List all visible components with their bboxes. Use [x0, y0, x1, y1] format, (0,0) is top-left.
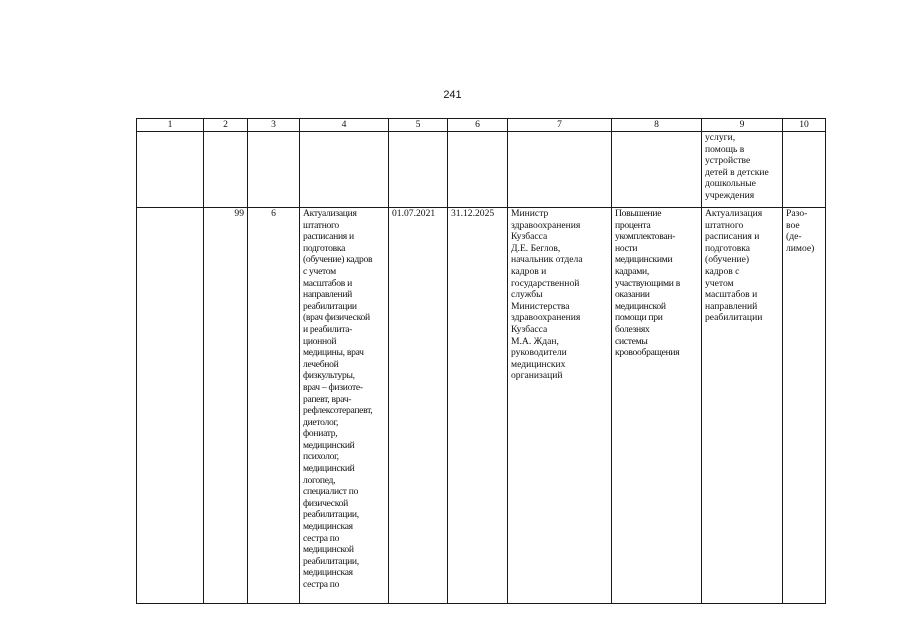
table-cell: [508, 132, 612, 208]
table-cell: [783, 132, 826, 208]
table-cell: 6: [248, 208, 300, 604]
table-row: [137, 208, 826, 604]
table-cell: 01.07.2021: [389, 208, 448, 604]
table-cell: Актуализация штатного расписания и подготовка (обучение) кадров с учетом масштабов и направлений реабилитации (врач физической и реабилита- ционной медицины, врач лечебной физкультуры, врач – физиоте- рапевт, врач- рефлексотерапевт, диетолог, фониатр, медицинский психолог, медицинский логопед, специалист по физической реабилитации, медицинская сестра по медицинской реабилитации, медицинская сестра по: [300, 208, 389, 604]
table-cell: [204, 132, 248, 208]
table-cell: [137, 208, 204, 604]
table-cell: [300, 132, 389, 208]
column-header: 2: [204, 119, 248, 132]
table-cell: [448, 132, 508, 208]
table-cell: [389, 132, 448, 208]
table-cell: [612, 132, 702, 208]
table-cell: Разо- вое (де- лимое): [783, 208, 826, 604]
column-header: 10: [783, 119, 826, 132]
column-header: 1: [137, 119, 204, 132]
table-cell: [137, 132, 204, 208]
column-header: 8: [612, 119, 702, 132]
column-header: 4: [300, 119, 389, 132]
table-cell: Министр здравоохранения Кузбасса Д.Е. Беглов, начальник отдела кадров и государственной службы Министерства здравоохранения Кузбасса М.А. Ждан, руководители медицинских организаций: [508, 208, 612, 604]
table-cell: Повышение процента укомплектован- ности медицинскими кадрами, участвующими в оказании медицинской помощи при болезнях системы кровообращения: [612, 208, 702, 604]
table-cell: услуги, помощь в устройстве детей в детские дошкольные учреждения: [702, 132, 783, 208]
table-row: [137, 132, 826, 208]
page-number: 241: [443, 89, 462, 101]
column-header: 3: [248, 119, 300, 132]
table-cell: 31.12.2025: [448, 208, 508, 604]
activities-table: [136, 118, 826, 604]
column-header: 7: [508, 119, 612, 132]
table-cell: Актуализация штатного расписания и подготовка (обучение) кадров с учетом масштабов и направлений реабилитации: [702, 208, 783, 604]
table-header-row: [137, 119, 826, 132]
column-header: 5: [389, 119, 448, 132]
table-cell: 99: [204, 208, 248, 604]
column-header: 6: [448, 119, 508, 132]
table-cell: [248, 132, 300, 208]
column-header: 9: [702, 119, 783, 132]
